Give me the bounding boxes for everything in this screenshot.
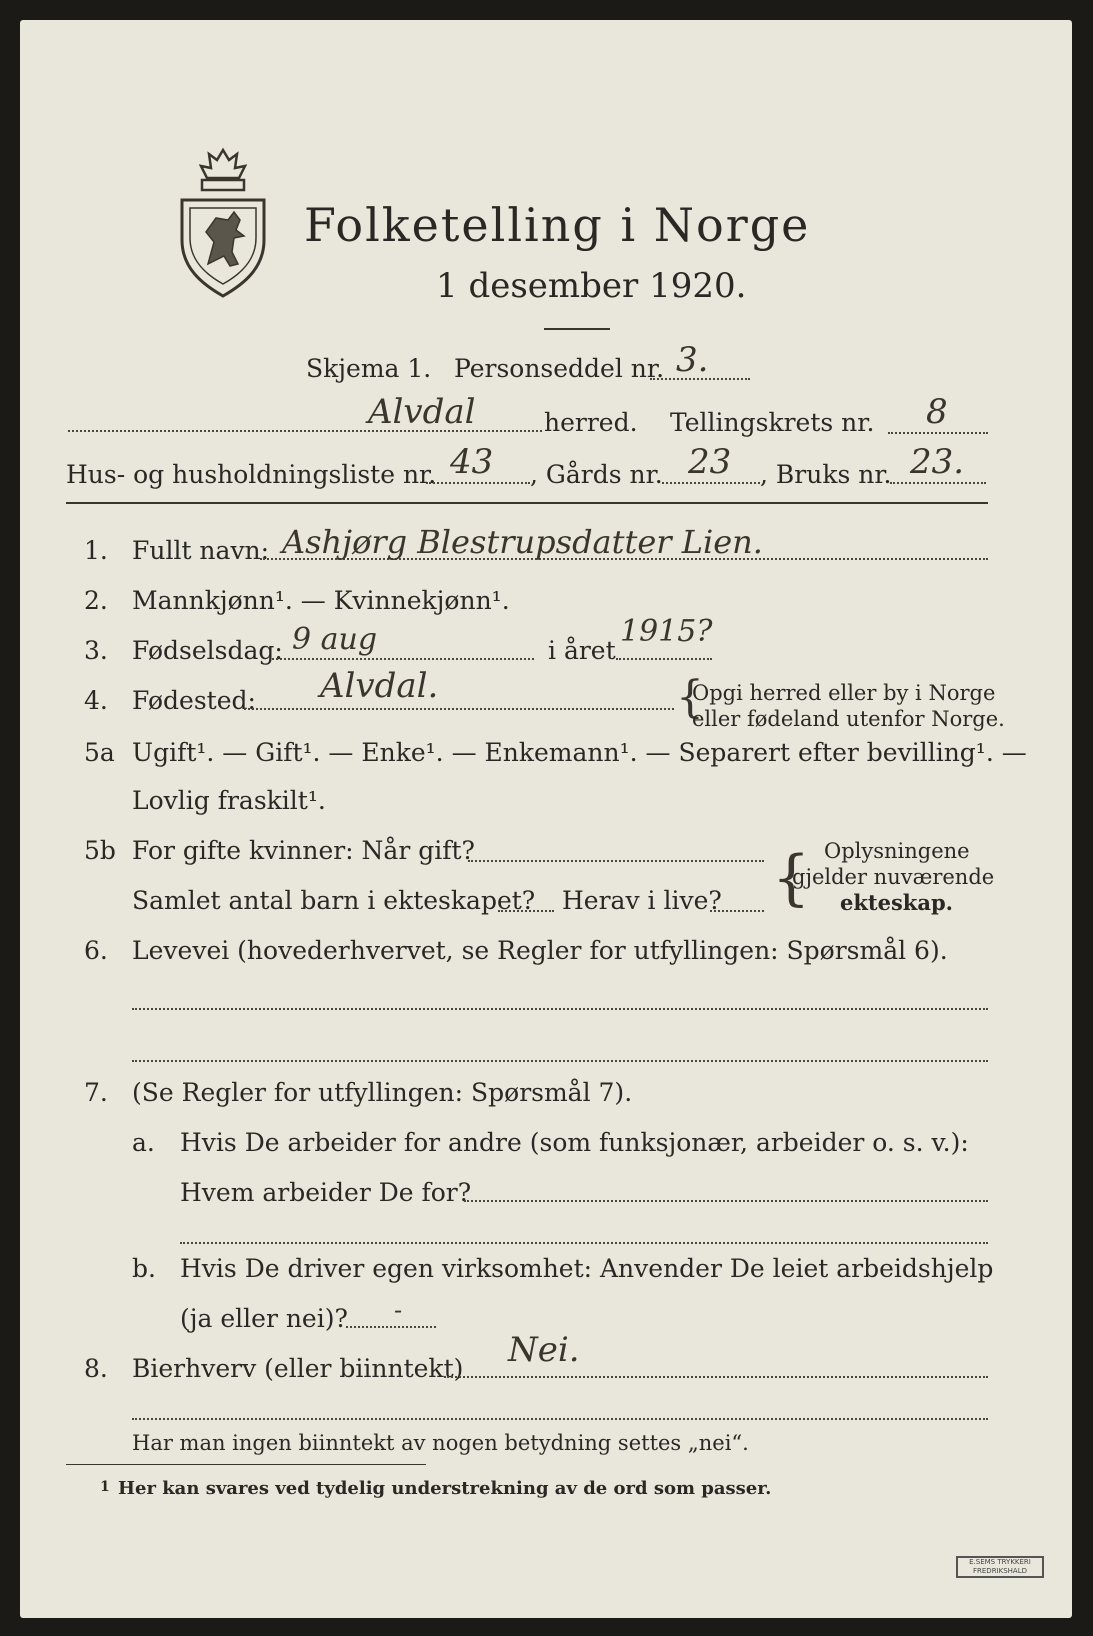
q7-number: 7. bbox=[84, 1078, 108, 1107]
q6-line1[interactable] bbox=[132, 1008, 988, 1010]
q8-label: Bierhverv (eller biinntekt) bbox=[132, 1354, 464, 1383]
q3-number: 3. bbox=[84, 636, 108, 665]
q3-value: 9 aug bbox=[292, 622, 378, 657]
personseddel-value: 3. bbox=[676, 340, 709, 380]
q5b-number: 5b bbox=[84, 836, 116, 865]
q7b-value: - bbox=[394, 1296, 403, 1324]
q3-year-line[interactable] bbox=[616, 658, 712, 660]
biinntekt-note: Har man ingen biinntekt av nogen betydning settes „nei“. bbox=[132, 1431, 749, 1455]
header-rule bbox=[66, 502, 988, 504]
q4-number: 4. bbox=[84, 686, 108, 715]
q8-number: 8. bbox=[84, 1354, 108, 1383]
q5b-note-line1: Oplysningene bbox=[824, 839, 970, 863]
q7a-letter: a. bbox=[132, 1128, 155, 1157]
q7b-letter: b. bbox=[132, 1254, 156, 1283]
q4-line[interactable] bbox=[244, 708, 674, 710]
q7b-text: Hvis De driver egen virksomhet: Anvender De leiet arbeidshjelp bbox=[180, 1254, 994, 1283]
form-title: Folketelling i Norge bbox=[304, 198, 811, 252]
q1-value: Ashjørg Blestrupsdatter Lien. bbox=[282, 523, 763, 561]
norwegian-coat-of-arms-icon bbox=[178, 146, 268, 298]
q6-line2[interactable] bbox=[132, 1060, 988, 1062]
q7a-sub: Hvem arbeider De for? bbox=[180, 1178, 472, 1207]
q5a-number: 5a bbox=[84, 738, 115, 767]
census-date: 1 desember 1920. bbox=[436, 266, 747, 306]
q3-day-line[interactable] bbox=[272, 658, 534, 660]
bruks-value: 23. bbox=[910, 442, 965, 482]
q2-number: 2. bbox=[84, 586, 108, 615]
skjema-label: Skjema 1. bbox=[306, 354, 432, 383]
q3-year-label: i året bbox=[548, 636, 616, 665]
q5b-married-line[interactable] bbox=[468, 860, 764, 862]
q3-label: Fødselsdag: bbox=[132, 636, 283, 665]
q5b-line2: Samlet antal barn i ekteskapet? bbox=[132, 886, 536, 915]
footnote-rule bbox=[66, 1464, 426, 1465]
q6-number: 6. bbox=[84, 936, 108, 965]
q3-year-value: 1915? bbox=[620, 614, 713, 649]
footnote-mark: 1 bbox=[100, 1479, 110, 1495]
hus-label: Hus- og husholdningsliste nr. bbox=[66, 460, 437, 489]
q8-line1[interactable] bbox=[444, 1376, 988, 1378]
q5a-line2: Lovlig fraskilt¹. bbox=[132, 786, 326, 815]
personseddel-label: Personseddel nr. bbox=[454, 354, 665, 383]
gards-label: , Gårds nr. bbox=[530, 460, 663, 489]
bruks-label: , Bruks nr. bbox=[760, 460, 892, 489]
tellingskrets-label: Tellingskrets nr. bbox=[670, 408, 875, 437]
gards-value: 23 bbox=[688, 442, 732, 482]
tellingskrets-value: 8 bbox=[926, 392, 948, 432]
q1-label: Fullt navn: bbox=[132, 536, 270, 565]
q5b-alive-label: Herav i live? bbox=[562, 886, 722, 915]
q4-note-line1: Opgi herred eller by i Norge bbox=[692, 681, 996, 705]
q5a-line1: Ugift¹. — Gift¹. — Enke¹. — Enkemann¹. — Separert efter bevilling¹. — bbox=[132, 738, 1027, 767]
hus-line[interactable] bbox=[426, 482, 530, 484]
q4-note-brace: { bbox=[676, 672, 704, 723]
q7b-line[interactable] bbox=[346, 1326, 436, 1328]
q6-text: Levevei (hovederhvervet, se Regler for utfyllingen: Spørsmål 6). bbox=[132, 936, 948, 965]
q7b-sub: (ja eller nei)? bbox=[180, 1304, 348, 1333]
printer-stamp: E.SEMS TRYKKERI FREDRIKSHALD bbox=[956, 1556, 1044, 1578]
q1-number: 1. bbox=[84, 536, 108, 565]
q7a-line2[interactable] bbox=[180, 1242, 988, 1244]
q4-value: Alvdal. bbox=[320, 666, 439, 706]
q5b-alive-line[interactable] bbox=[710, 910, 764, 912]
hus-value: 43 bbox=[450, 442, 494, 482]
q7-text: (Se Regler for utfyllingen: Spørsmål 7). bbox=[132, 1078, 633, 1107]
q8-line2[interactable] bbox=[132, 1418, 988, 1420]
q7a-text: Hvis De arbeider for andre (som funksjonær, arbeider o. s. v.): bbox=[180, 1128, 969, 1157]
footnote-text: Her kan svares ved tydelig understrekning av de ord som passer. bbox=[118, 1478, 772, 1499]
bruks-line[interactable] bbox=[890, 482, 986, 484]
q5b-note-brace: { bbox=[772, 843, 811, 913]
q8-value: Nei. bbox=[508, 1330, 580, 1370]
census-form bbox=[20, 20, 1072, 1618]
q4-label: Fødested: bbox=[132, 686, 256, 715]
herred-value: Alvdal bbox=[368, 392, 476, 432]
herred-label: herred. bbox=[544, 408, 638, 437]
tellingskrets-line[interactable] bbox=[888, 432, 988, 434]
q4-note-line2: eller fødeland utenfor Norge. bbox=[692, 707, 1005, 731]
q5b-children-line[interactable] bbox=[498, 910, 554, 912]
gards-line[interactable] bbox=[662, 482, 760, 484]
q2-text: Mannkjønn¹. — Kvinnekjønn¹. bbox=[132, 586, 510, 615]
title-rule bbox=[544, 328, 610, 330]
q5b-line1: For gifte kvinner: Når gift? bbox=[132, 836, 475, 865]
q7a-line1[interactable] bbox=[464, 1200, 988, 1202]
q5b-note-line2: gjelder nuværende bbox=[792, 865, 995, 889]
q5b-note-line3: ekteskap. bbox=[840, 890, 953, 915]
